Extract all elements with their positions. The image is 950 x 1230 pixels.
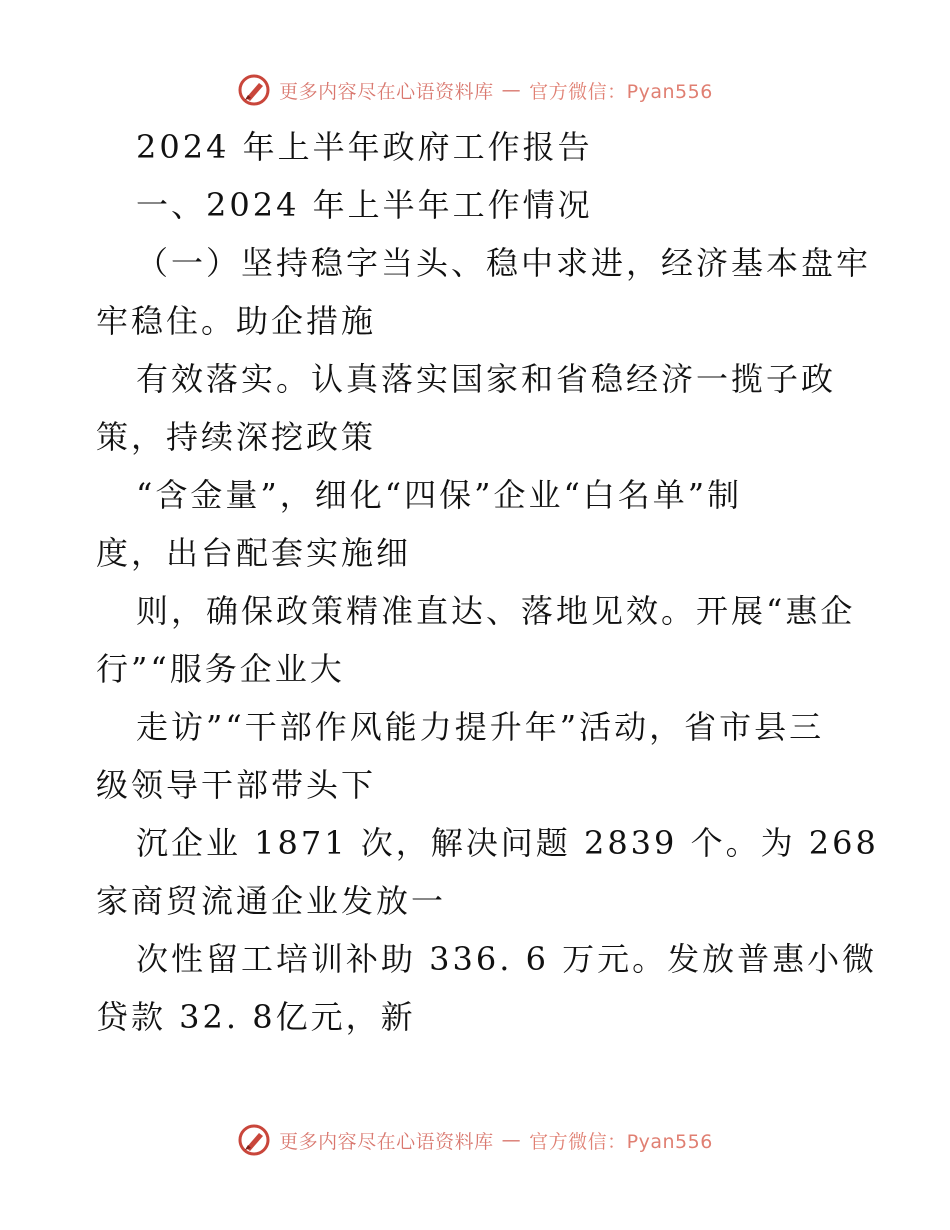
- paragraph-line: 行”“服务企业大: [96, 650, 345, 688]
- paragraph-line: （一）坚持稳字当头、稳中求进，经济基本盘牢: [136, 244, 872, 282]
- paragraph-line: 次性留工培训补助 336. 6 万元。发放普惠小微: [136, 940, 878, 978]
- watermark-contact-text: 官方微信：Pyan556: [529, 1130, 713, 1153]
- section-heading: 一、2024 年上半年工作情况: [136, 186, 593, 224]
- paragraph-line: 沉企业 1871 次，解决问题 2839 个。为 268: [136, 824, 879, 862]
- paragraph-line: 家商贸流通企业发放一: [96, 882, 447, 920]
- watermark-main-text: 更多内容尽在心语资料库: [279, 80, 494, 103]
- paragraph-line: 走访”“干部作风能力提升年”活动，省市县三: [136, 708, 825, 746]
- paragraph-line: “含金量”，细化“四保”企业“白名单”制: [136, 476, 743, 514]
- paragraph-line: 度，出台配套实施细: [96, 534, 412, 572]
- pen-logo-icon: [237, 1123, 271, 1157]
- watermark-contact-text: 官方微信：Pyan556: [529, 80, 713, 103]
- document-body: [96, 118, 879, 1046]
- header-watermark: [0, 70, 950, 110]
- paragraph-line: 贷款 32. 8亿元，新: [96, 998, 416, 1036]
- document-title: 2024 年上半年政府工作报告: [136, 128, 593, 166]
- paragraph-line: 有效落实。认真落实国家和省稳经济一揽子政: [136, 360, 837, 398]
- paragraph-line: 策，持续深挖政策: [96, 418, 377, 456]
- paragraph-line: 牢稳住。助企措施: [96, 302, 377, 340]
- paragraph-line: 级领导干部带头下: [96, 766, 377, 804]
- footer-watermark: [0, 1120, 950, 1160]
- watermark-separator: —: [501, 79, 522, 101]
- paragraph-line: 则，确保政策精准直达、落地见效。开展“惠企: [136, 592, 856, 630]
- pen-logo-icon: [237, 73, 271, 107]
- watermark-separator: —: [501, 1129, 522, 1151]
- watermark-main-text: 更多内容尽在心语资料库: [279, 1130, 494, 1153]
